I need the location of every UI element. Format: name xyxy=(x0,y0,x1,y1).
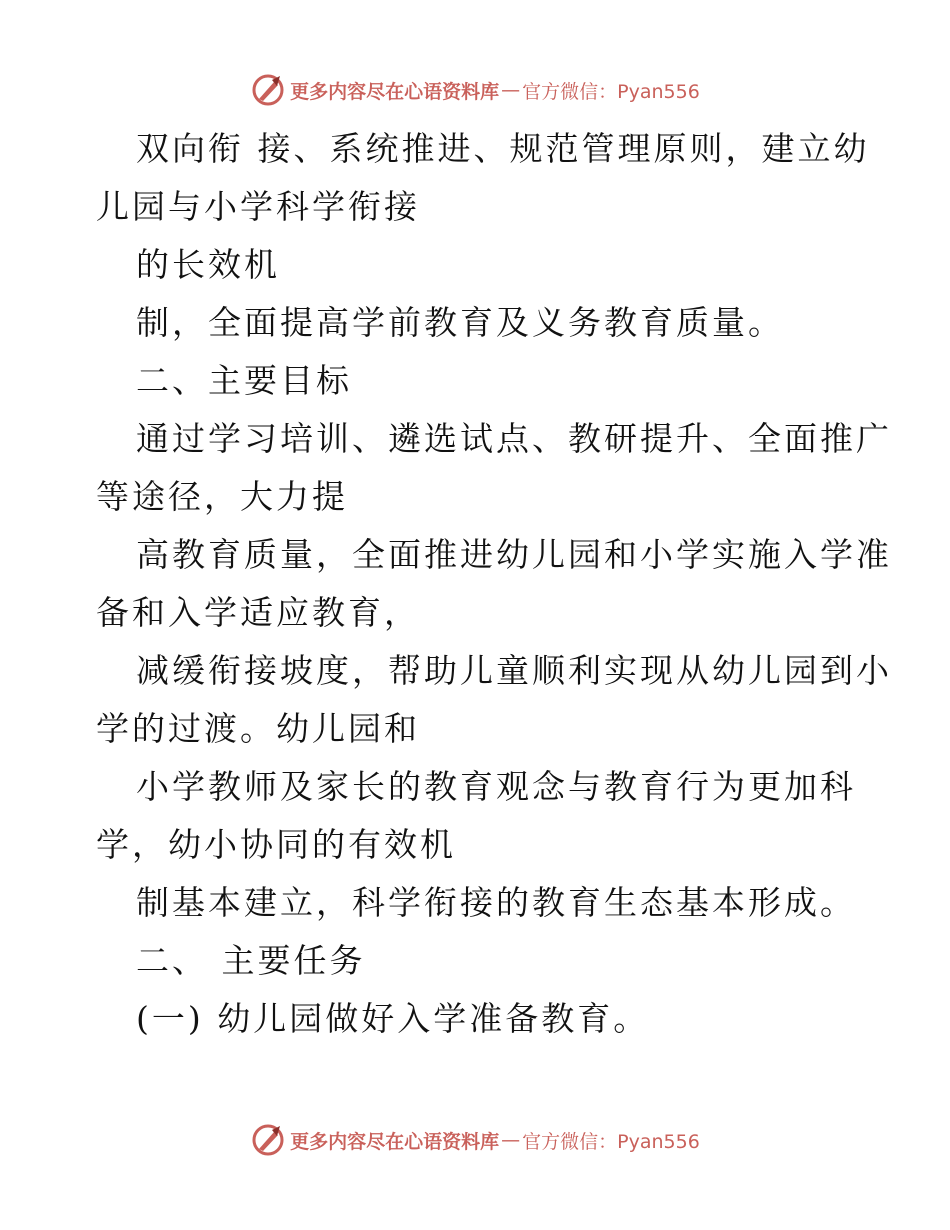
footer-banner xyxy=(0,1120,950,1160)
banner-separator: — xyxy=(501,79,521,101)
paragraph-line: 高教育质量，全面推进幼儿园和小学实施入学准 xyxy=(136,535,892,574)
paragraph-line: 制基本建立，科学衔接的教育生态基本形成。 xyxy=(136,883,856,922)
document-body xyxy=(96,120,892,1048)
paragraph-line: 学的过渡。幼儿园和 xyxy=(96,709,420,748)
section-heading: 二、主要目标 xyxy=(136,361,352,400)
paragraph-line: 制，全面提高学前教育及义务教育质量。 xyxy=(136,303,784,342)
section-heading: 二、 主要任务 xyxy=(136,941,366,980)
paragraph-line: 等途径，大力提 xyxy=(96,477,348,516)
paragraph-line: 备和入学适应教育， xyxy=(96,593,420,632)
paragraph-line: 通过学习培训、遴选试点、教研提升、全面推广 xyxy=(136,419,892,458)
paragraph-line: 减缓衔接坡度，帮助儿童顺利实现从幼儿园到小 xyxy=(136,651,892,690)
banner-contact-text: 官方微信：Pyan556 xyxy=(522,80,700,103)
paragraph-line: 双向衔 接、系统推进、规范管理原则，建立幼 xyxy=(136,129,870,168)
subsection-heading: (一) 幼儿园做好入学准备教育。 xyxy=(136,999,650,1038)
paragraph-line: 小学教师及家长的教育观念与教育行为更加科 xyxy=(136,767,856,806)
banner-brand-text: 更多内容尽在心语资料库 xyxy=(290,1130,500,1153)
quill-pen-logo-icon xyxy=(250,1122,286,1158)
banner-contact-text: 官方微信：Pyan556 xyxy=(522,1130,700,1153)
banner-separator: — xyxy=(501,1129,521,1151)
paragraph-line: 儿园与小学科学衔接 xyxy=(96,187,420,226)
quill-pen-logo-icon xyxy=(250,72,286,108)
header-banner xyxy=(0,70,950,110)
paragraph-line: 学，幼小协同的有效机 xyxy=(96,825,456,864)
banner-brand-text: 更多内容尽在心语资料库 xyxy=(290,80,500,103)
paragraph-line: 的长效机 xyxy=(136,245,280,284)
